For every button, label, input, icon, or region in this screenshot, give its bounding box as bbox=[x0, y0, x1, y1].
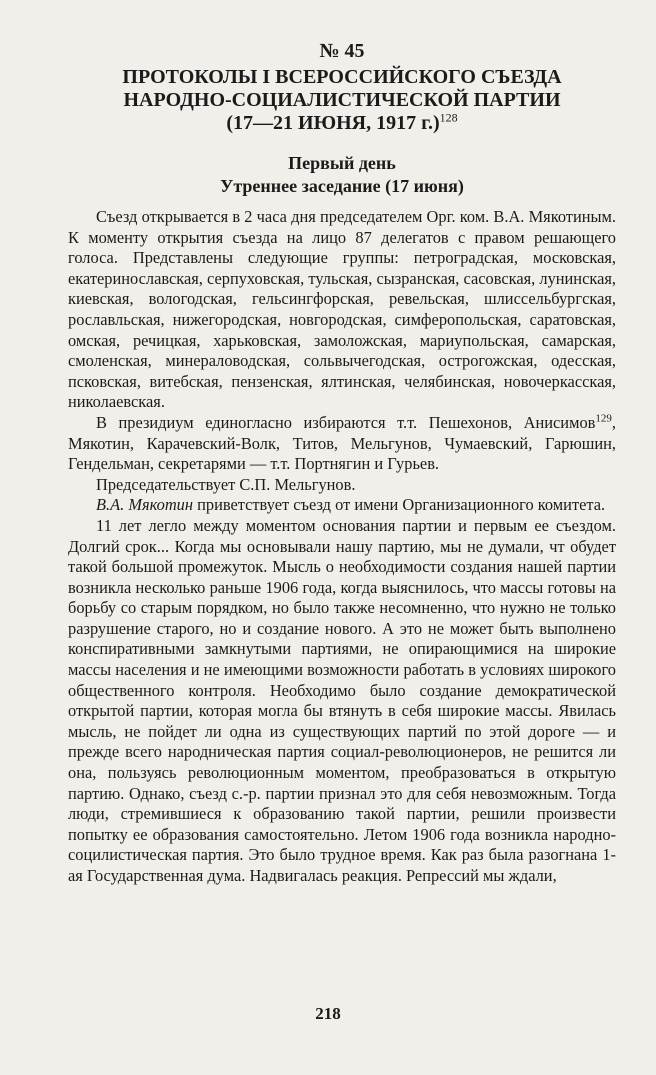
paragraph-speech: 11 лет легло между моментом основания партии и первым ее съездом. Долгий срок... Когда мы основывали нашу партию, мы не думали, чт обудет такой большой промежуток. Мысль о необходимости создания нашей партии возникла несколько раньше 1906 года, когда выяснилось, что массы готовы на борьбу со старым порядком, но было также несомненно, что нужно не только разрушение старого, но и создание нового. А это не может быть выполнено конспиративными замкнутыми партиями, не опирающимися на широкие массы населения и не имеющими возможности работать в условиях широкого общественного контроля. Необходимо было создание демократической открытой партии, которая могла бы втянуть в себя широкие массы. Явилась мысль, не пойдет ли одна из существующих партий по этой дороге — и прежде всего народническая партия социал-революционеров, не решится ли она, пользуясь революционным моментом, преобразоваться в открытую партию. Однако, съезд с.-р. партии признал это для себя невозможным. Тогда люди, стремившиеся к образованию такой партии, решили произвести попытку ее образования самостоятельно. Летом 1906 года возникла народно-социлистическая партия. Это было трудное время. Как раз была разогнана 1-ая Государственная дума. Надвигалась реакция. Репрессий мы ждали, bbox=[68, 515, 616, 885]
paragraph-greeting bbox=[68, 495, 616, 516]
page-number: 218 bbox=[315, 1004, 341, 1023]
document-title-line-2: НАРОДНО-СОЦИАЛИСТИЧЕСКОЙ ПАРТИИ bbox=[123, 89, 561, 111]
speaker-name: В.А. Мякотин bbox=[96, 495, 193, 515]
session-heading: Утреннее заседание (17 июня) bbox=[220, 176, 464, 196]
document-title-line-1: ПРОТОКОЛЫ I ВСЕРОССИЙСКОГО СЪЕЗДА bbox=[122, 66, 562, 88]
paragraph-opening: Съезд открывается в 2 часа дня председателем Орг. ком. В.А. Мякотиным. К моменту открытия съезда на лицо 87 делегатов с правом решающего голоса. Представлены следующие группы: петроградская, московская, екатеринославская, серпуховская, тульская, сызранская, сасовская, лунинская, киевская, вологодская, гельсингфорская, ревельская, шлиссельбургская, рославльская, нижегородская, новгородская, симферопольская, саратовская, омская, речицкая, харьковская, замоложская, мариупольская, самарская, смоленская, минераловодская, сольвычегодская, острогожская, одесская, псковская, витебская, пензенская, ялтинская, челябинская, новочеркасская, николаевская. bbox=[68, 207, 616, 412]
paragraph-chair: Председательствует С.П. Мельгунов. bbox=[96, 474, 356, 494]
presidium-text-end: , Мякотин, Карачевский-Волк, Титов, Мельгунов, Чумаевский, Гарюшин, Гендельман, секретарями — т.т. Портнягин и Гурьев. bbox=[68, 412, 616, 474]
presidium-text-start: В президиум единогласно избираются т.т. Пешехонов, Анисимов bbox=[96, 412, 596, 432]
document-number: № 45 bbox=[319, 40, 365, 62]
paragraph-presidium bbox=[68, 413, 616, 475]
footnote-mark-129: 129 bbox=[595, 412, 612, 425]
day-heading: Первый день bbox=[288, 153, 396, 173]
document-title-line-3 bbox=[68, 112, 616, 135]
title-dates: (17—21 ИЮНЯ, 1917 г.) bbox=[226, 112, 440, 134]
greeting-text: приветствует съезд от имени Организационного комитета. bbox=[193, 495, 606, 515]
document-page bbox=[68, 40, 616, 887]
title-footnote-mark: 128 bbox=[439, 110, 458, 125]
